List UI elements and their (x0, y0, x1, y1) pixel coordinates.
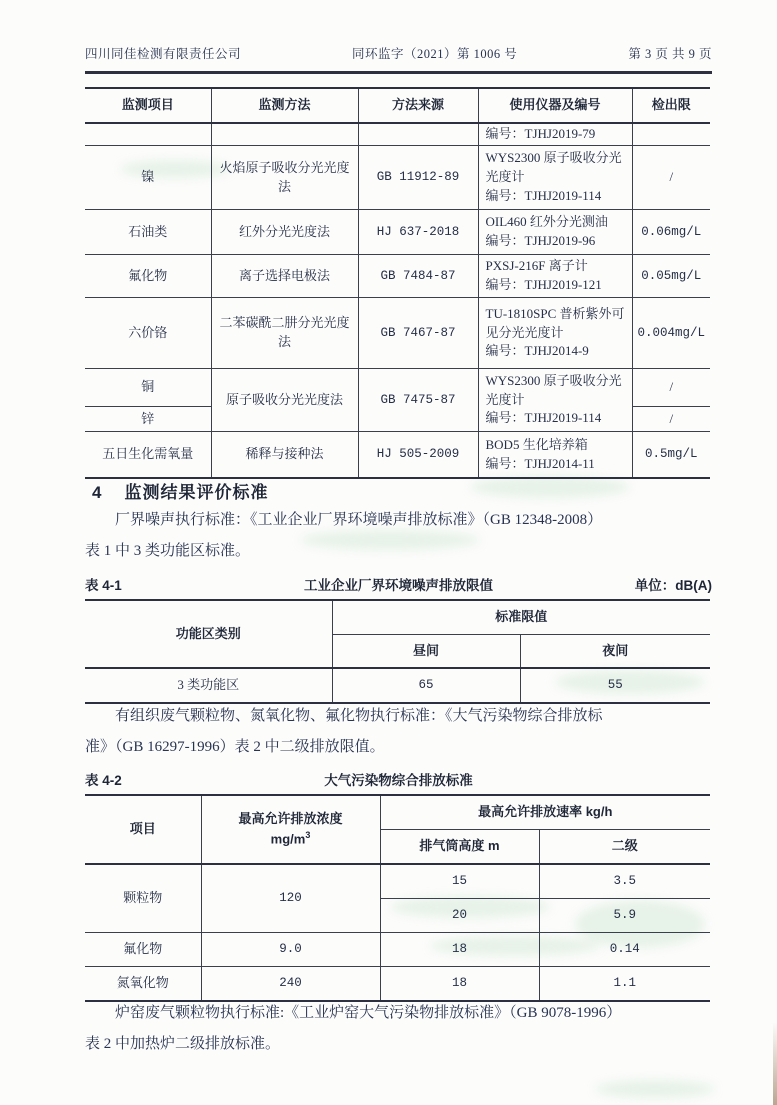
paragraph-line: 炉窑废气颗粒物执行标准:《工业炉窑大气污染物排放标准》（GB 9078-1996） (115, 1005, 622, 1021)
cell-rate: 0.14 (539, 933, 710, 967)
table-row (85, 210, 710, 255)
cell-item (85, 123, 211, 146)
cell-limit: 0.05mg/L (632, 255, 710, 298)
table-row (85, 146, 710, 210)
cell-stack-height: 18 (380, 967, 539, 1002)
cell-instrument (478, 369, 632, 432)
cell-rate: 1.1 (613, 976, 636, 991)
section-heading (92, 478, 268, 503)
cell-limit: / (632, 146, 710, 210)
page-number: 第 3 页 共 9 页 (628, 47, 712, 61)
header-concentration-line1: 最高允许排放浓度 (238, 810, 343, 826)
col-header-source: 方法来源 (358, 88, 478, 123)
cell-item: 五日生化需氧量 (102, 446, 194, 462)
instrument-code: 编号：TJHJ2019-114 (485, 187, 602, 203)
paragraph-line: 厂界噪声执行标准：《工业企业厂界环境噪声排放标准》（GB 12348-2008） (115, 512, 603, 528)
section-title: 监测结果评价标准 (124, 483, 269, 502)
cell-item: 镍 (85, 146, 211, 210)
instrument-name: TU-1810SPC 普析紫外可见分光光度计 (485, 305, 625, 340)
page-header (85, 44, 712, 62)
cell-method: 稀释与接种法 (211, 432, 358, 479)
scan-stain (470, 476, 630, 498)
instrument-code: 编号：TJHJ2019-121 (485, 277, 602, 292)
document-number: 同环监字（2021）第 1006 号 (352, 47, 518, 61)
cell-day-value: 65 (332, 668, 520, 703)
table-unit: 单位：dB(A) (634, 578, 712, 593)
cell-instrument (478, 255, 632, 298)
cell-method (211, 123, 358, 146)
header-grade: 二级 (539, 830, 710, 865)
header-concentration (201, 795, 380, 864)
cell-stack-height: 15 (380, 864, 539, 899)
instrument-name: PXSJ-216F 离子计 (485, 258, 588, 274)
header-night: 夜间 (520, 635, 710, 669)
cell-rate: 3.5 (539, 864, 710, 899)
cell-instrument: 编号：TJHJ2019-79 (478, 123, 632, 146)
header-rule (85, 71, 712, 74)
cell-source: GB 11912-89 (358, 146, 478, 210)
table-row (85, 298, 710, 369)
table-row (85, 967, 710, 1002)
table-title: 工业企业厂界环境噪声排放限值 (304, 578, 493, 593)
cell-source: GB 7475-87 (358, 369, 478, 432)
table41-caption (85, 574, 712, 594)
instrument-code: 编号：TJHJ2019-114 (485, 410, 602, 426)
paragraph-furnace-standard (85, 998, 717, 1060)
table-row (85, 123, 710, 146)
method-table (85, 87, 710, 479)
cell-method: 原子吸收分光光度法 (211, 369, 358, 432)
col-header-limit: 检出限 (632, 88, 710, 123)
company-name: 四川同佳检测有限责任公司 (85, 47, 242, 61)
instrument-name: BOD5 生化培养箱 (485, 436, 588, 452)
instrument-name: WYS2300 原子吸收分光光度计 (485, 372, 622, 407)
cell-stack-height: 18 (380, 933, 539, 967)
table-row (85, 933, 710, 967)
cell-method: 离子选择电极法 (211, 255, 358, 298)
header-day: 昼间 (332, 635, 520, 669)
cell-source: GB 7467-87 (358, 298, 478, 369)
cell-item: 铜 (85, 369, 211, 407)
cell-limit: / (632, 407, 710, 432)
cell-source (358, 123, 478, 146)
cell-limit: 0.06mg/L (632, 210, 710, 255)
cell-instrument (478, 298, 632, 369)
header-rate: 最高允许排放速率 kg/h (380, 795, 710, 830)
cell-item: 石油类 (85, 210, 211, 255)
section-number: 4 (92, 483, 103, 502)
table-row (85, 432, 710, 479)
cell-concentration: 9.0 (201, 933, 380, 967)
cell-item: 氟化物 (85, 255, 211, 298)
paragraph-line: 表 2 中加热炉二级排放标准。 (85, 1036, 281, 1052)
cell-instrument (478, 210, 632, 255)
table-row (85, 668, 710, 703)
cell-stack-height: 20 (380, 899, 539, 933)
table-row (85, 864, 710, 899)
cell-instrument (478, 146, 632, 210)
cell-limit: 0.004mg/L (632, 298, 710, 369)
instrument-code: 编号：TJHJ2014-11 (485, 455, 595, 471)
cell-item: 六价铬 (85, 298, 211, 369)
cell-category: 3 类功能区 (85, 668, 332, 703)
cell-source: HJ 637-2018 (358, 210, 478, 255)
cell-item: 颗粒物 (85, 864, 201, 933)
cell-source: HJ 505-2009 (358, 432, 478, 479)
paragraph-line: 有组织废气颗粒物、氮氧化物、氟化物执行标准：《大气污染物综合排放标 (115, 708, 603, 724)
table42-caption (85, 769, 712, 789)
cell-limit (632, 123, 710, 146)
cell-source: GB 7484-87 (358, 255, 478, 298)
table-row (85, 369, 710, 407)
instrument-name: OIL460 红外分光测油 (485, 214, 608, 230)
cell-item: 氮氧化物 (85, 967, 201, 1002)
cell-rate: 5.9 (539, 899, 710, 933)
air-pollutant-table (85, 794, 710, 1002)
cell-item: 锌 (85, 407, 211, 432)
scan-stain (595, 1080, 715, 1098)
cell-limit: / (632, 369, 710, 407)
cell-instrument (478, 432, 632, 479)
header-concentration-line2: $mg/m^3$ (270, 829, 311, 847)
cell-concentration: 120 (201, 864, 380, 933)
paragraph-line: 表 1 中 3 类功能区标准。 (85, 543, 251, 559)
header-category: 功能区类别 (85, 600, 332, 668)
cell-method: 红外分光光度法 (211, 210, 358, 255)
paragraph-gas-standard (85, 701, 717, 763)
instrument-code: 编号：TJHJ2014-9 (485, 343, 589, 359)
cell-night-value: 55 (607, 678, 623, 693)
col-header-method: 监测方法 (211, 88, 358, 123)
col-header-item: 监测项目 (85, 88, 211, 123)
header-limit: 标准限值 (332, 600, 710, 635)
noise-limit-table (85, 599, 710, 704)
cell-method: 二苯碳酰二肼分光光度法 (211, 298, 358, 369)
cell-limit: 0.5mg/L (632, 432, 710, 479)
instrument-code: 编号：TJHJ2019-96 (485, 233, 596, 248)
instrument-name: WYS2300 原子吸收分光光度计 (485, 150, 622, 185)
cell-method: 火焰原子吸收分光光度法 (211, 146, 358, 210)
table-title: 大气污染物综合排放标准 (324, 773, 473, 788)
header-item: 项目 (85, 795, 201, 864)
cell-concentration: 240 (201, 967, 380, 1002)
paragraph-line: 准》（GB 16297-1996）表 2 中二级排放限值。 (85, 739, 385, 755)
cell-item: 氟化物 (85, 933, 201, 967)
paragraph-noise-standard (85, 505, 717, 567)
header-stack-height: 排气筒高度 m (380, 830, 539, 865)
table-tag: 表 4-2 (85, 773, 122, 788)
table-tag: 表 4-1 (85, 578, 122, 593)
table-row (85, 255, 710, 298)
col-header-instrument: 使用仪器及编号 (478, 88, 632, 123)
page-edge-shadow (773, 1022, 777, 1105)
